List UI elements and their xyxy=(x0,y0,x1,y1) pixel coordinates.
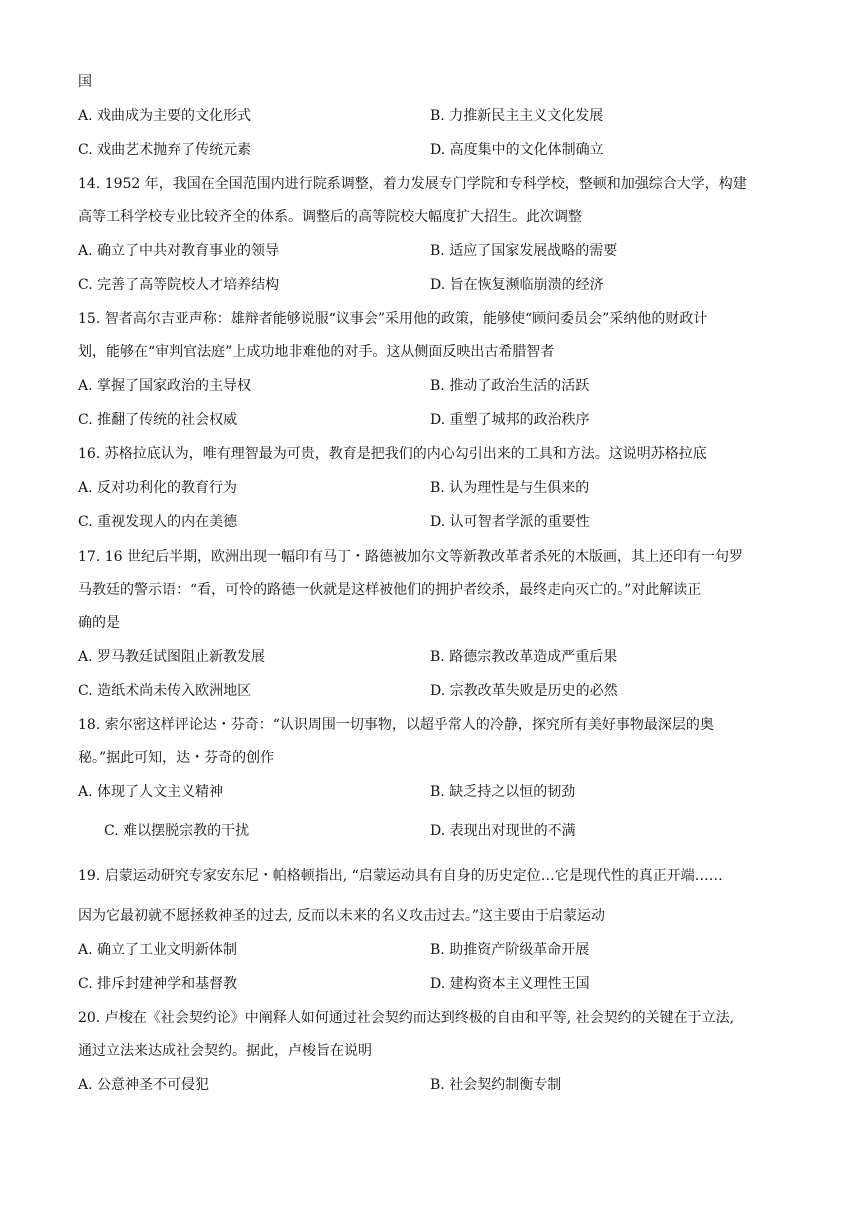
q17-stem-line1: 17. 16 世纪后半期，欧洲出现一幅印有马丁・路德被加尔文等新教改革者杀死的木版画，其上还印有一句罗 xyxy=(78,549,743,565)
q20-stem-line2: 通过立法来达成社会契约。据此，卢梭旨在说明 xyxy=(78,1043,372,1059)
q20-option-a: A. 公意神圣不可侵犯 xyxy=(78,1077,210,1093)
q19-option-d: D. 建构资本主义理性王国 xyxy=(430,976,590,992)
q13-option-c: C. 戏曲艺术抛弃了传统元素 xyxy=(78,142,252,158)
q15-option-d: D. 重塑了城邦的政治秩序 xyxy=(430,412,590,428)
q19-option-a: A. 确立了工业文明新体制 xyxy=(78,942,238,958)
q19-option-c: C. 排斥封建神学和基督教 xyxy=(78,976,238,992)
q14-option-a: A. 确立了中共对教育事业的领导 xyxy=(78,243,280,259)
lead-fragment: 国 xyxy=(78,74,92,90)
q16-option-d: D. 认可智者学派的重要性 xyxy=(430,514,590,530)
q15-stem-line2: 划，能够在“审判官法庭”上成功地非难他的对手。这从侧面反映出古希腊智者 xyxy=(78,344,555,360)
q20-stem-line1: 20. 卢梭在《社会契约论》中阐释人如何通过社会契约而达到终极的自由和平等, 社会契约的关键在于立法, xyxy=(78,1010,735,1026)
q17-option-b: B. 路德宗教改革造成严重后果 xyxy=(430,649,618,665)
q19-option-b: B. 助推资产阶级革命开展 xyxy=(430,942,590,958)
q18-option-a: A. 体现了人文主义精神 xyxy=(78,784,224,800)
q16-option-c: C. 重视发现人的内在美德 xyxy=(78,514,238,530)
q18-option-b: B. 缺乏持之以恒的韧劲 xyxy=(430,784,576,800)
q15-option-b: B. 推动了政治生活的活跃 xyxy=(430,378,590,394)
q18-stem-line1: 18. 索尔密这样评论达・芬奇：“认识周围一切事物，以超乎常人的冷静，探究所有美好事物最深层的奥 xyxy=(78,717,714,733)
q13-option-a: A. 戏曲成为主要的文化形式 xyxy=(78,108,252,124)
q14-option-d: D. 旨在恢复濒临崩溃的经济 xyxy=(430,277,604,293)
q18-option-d: D. 表现出对现世的不满 xyxy=(430,823,576,839)
q17-option-c: C. 造纸术尚未传入欧洲地区 xyxy=(78,683,252,699)
q14-stem-line2: 高等工科学校专业比较齐全的体系。调整后的高等院校大幅度扩大招生。此次调整 xyxy=(78,209,582,225)
q18-stem-line2: 秘。”据此可知，达・芬奇的创作 xyxy=(78,750,275,766)
q17-option-d: D. 宗教改革失败是历史的必然 xyxy=(430,683,618,699)
q16-stem-line1: 16. 苏格拉底认为，唯有理智最为可贵，教育是把我们的内心勾引出来的工具和方法。这说明苏格拉底 xyxy=(78,446,707,462)
q14-option-b: B. 适应了国家发展战略的需要 xyxy=(430,243,618,259)
q18-option-c: C. 难以摆脱宗教的干扰 xyxy=(104,823,250,839)
q19-stem-line2: 因为它最初就不愿拯救神圣的过去, 反而以未来的名义攻击过去。”这主要由于启蒙运动 xyxy=(78,908,606,924)
q16-option-a: A. 反对功利化的教育行为 xyxy=(78,480,238,496)
q16-option-b: B. 认为理性是与生俱来的 xyxy=(430,480,590,496)
q20-option-b: B. 社会契约制衡专制 xyxy=(430,1077,562,1093)
q14-option-c: C. 完善了高等院校人才培养结构 xyxy=(78,277,280,293)
q17-stem-line3: 确的是 xyxy=(78,615,120,631)
q15-stem-line1: 15. 智者高尔吉亚声称：雄辩者能够说服“议事会”采用他的政策，能够使“顾问委员会”采纳他的财政计 xyxy=(78,311,708,327)
q15-option-a: A. 掌握了国家政治的主导权 xyxy=(78,378,252,394)
q17-stem-line2: 马教廷的警示语：“看，可怜的路德一伙就是这样被他们的拥护者绞杀，最终走向灭亡的。”对此解读正 xyxy=(78,582,702,598)
q15-option-c: C. 推翻了传统的社会权威 xyxy=(78,412,238,428)
q19-stem-line1: 19. 启蒙运动研究专家安东尼・帕格顿指出, “启蒙运动具有自身的历史定位…它是现代性的真正开端…… xyxy=(78,868,723,884)
q14-stem-line1: 14. 1952 年，我国在全国范围内进行院系调整，着力发展专门学院和专科学校，整顿和加强综合大学，构建 xyxy=(78,176,747,192)
q13-option-b: B. 力推新民主主义文化发展 xyxy=(430,108,604,124)
q17-option-a: A. 罗马教廷试图阻止新教发展 xyxy=(78,649,266,665)
q13-option-d: D. 高度集中的文化体制确立 xyxy=(430,142,604,158)
